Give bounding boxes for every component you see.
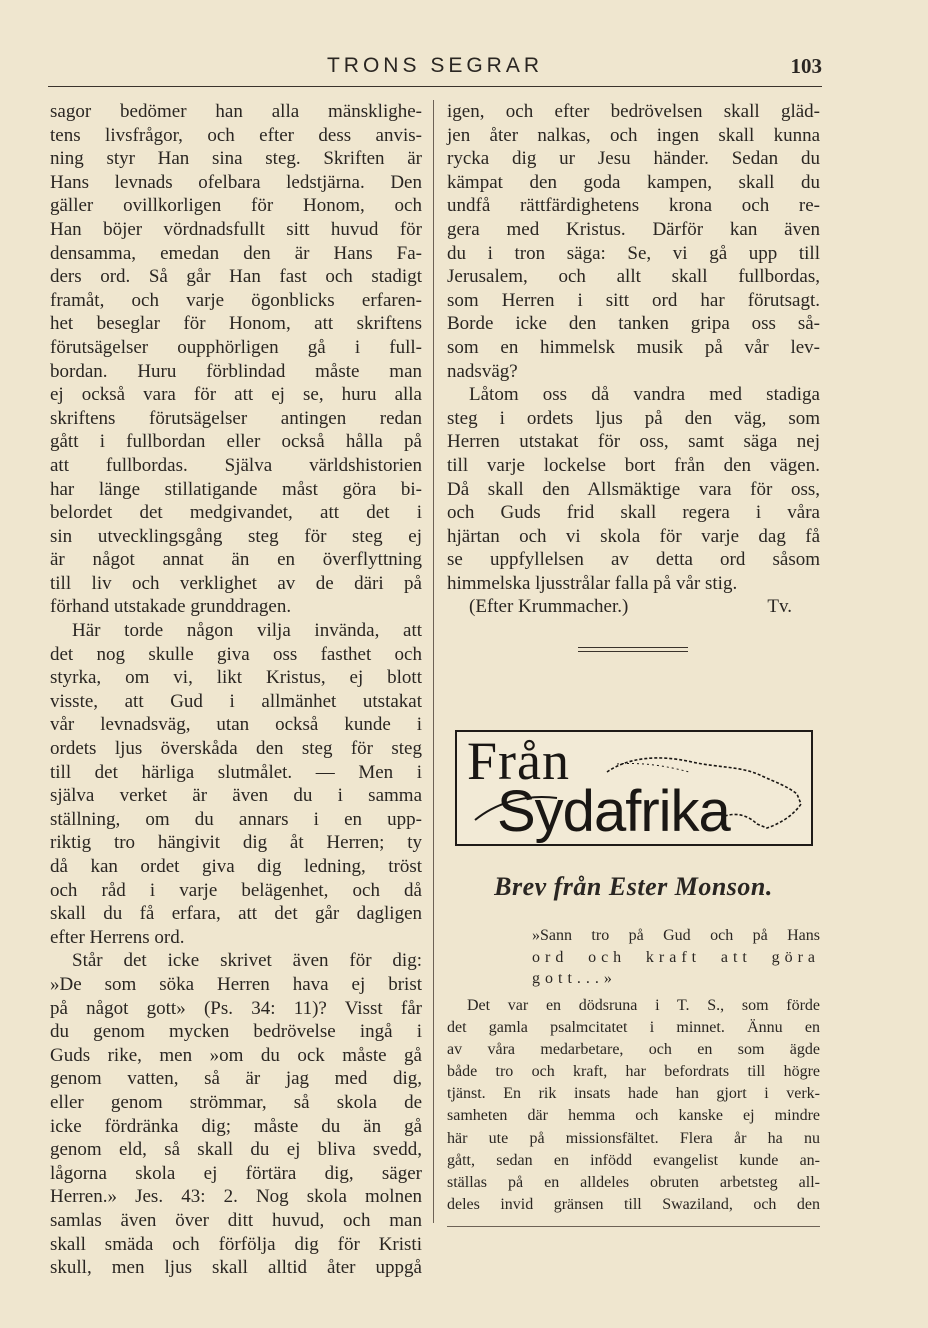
text-line: undfå rättfärdighetens krona och re- (447, 195, 820, 217)
text-line: att fullbordas. Själva världshistorien (50, 454, 422, 476)
text-line: på något gott» (Ps. 34: 11)? Visst får (50, 997, 422, 1019)
text-line: sagor bedömer han alla mänsklighe- (50, 101, 422, 122)
text-line: och Guds frid skall regera i våra (447, 502, 820, 524)
text-line: det gamla psalmcitatet i minnet. Ännu en (447, 1019, 820, 1037)
text-line: genom vatten, så är jag med dig, (50, 1068, 422, 1090)
text-line: Han böjer vördnadsfullt sitt huvud för (50, 218, 422, 240)
text-line: tjänst. En rik insats hade han gjort i verk- (447, 1085, 820, 1103)
page-header (48, 54, 822, 84)
text-line: nadsväg? (447, 360, 518, 382)
text-line: skull, men ljus skall alltid åter uppgå (50, 1257, 422, 1279)
text-line: till det härliga slutmålet. — Men i (50, 761, 422, 783)
text-line: skall smäda och förfölja dig för Kristi (50, 1233, 422, 1255)
masthead-line-2: Sydafrika (497, 779, 730, 844)
text-line: deles invid gränsen till Swaziland, och den (447, 1195, 820, 1213)
text-line: då kan ordet giva dig ledning, tröst (50, 856, 422, 877)
text-line: Då skall den Allsmäktige vara för oss, (447, 478, 820, 500)
text-line: som en himmelsk musik på vår lev- (447, 336, 820, 358)
text-line: densamma, emedan den är Hans Fa- (50, 242, 422, 264)
text-line: genom eld, så skall du ej bliva svedd, (50, 1139, 422, 1161)
text-line: av våra medarbetare, och en som ägde (447, 1041, 820, 1059)
text-line: gäller ovillkorligen för Honom, och (50, 195, 422, 217)
text-line: här ute på missionsfältet. Flera år ha nu (447, 1129, 820, 1147)
text-line: riktig tro hängivit dig åt Herren; ty (50, 832, 422, 854)
text-line: ej också vara för att ej se, huru alla (50, 384, 422, 406)
section-divider (578, 647, 688, 652)
signature-line (447, 595, 820, 619)
text-line: vår levnadsväg, utan också kunde i (50, 714, 422, 736)
text-line: eller genom strömmar, så skola de (50, 1091, 422, 1113)
text-line: Hans levnads ofelbara ledstjärna. Den (50, 171, 422, 193)
text-line: ning styr Han sina steg. Skriften är (50, 148, 422, 170)
text-line: hjärtan och vi skola för varje dag få (447, 525, 820, 547)
page-number: 103 (790, 54, 822, 78)
bottom-rule (447, 1226, 820, 1227)
text-line: skriftens förutsägelser antingen redan (50, 407, 422, 429)
text-line: ställas på en alldeles obruten arbetsteg all- (447, 1173, 820, 1191)
epigraph-line: ord och kraft att göra (532, 948, 820, 966)
text-line: bordan. Huru förblindad måste man (50, 360, 422, 382)
text-line: har länge stillatigande måst göra bi- (50, 478, 422, 500)
signature-initials: Tv. (767, 596, 792, 618)
text-line: du i tron säga: Se, vi gå upp till (447, 242, 820, 264)
text-line: het beseglar för Honom, att skriftens (50, 313, 422, 335)
header-rule (48, 86, 822, 87)
running-title: TRONS SEGRAR (326, 54, 544, 77)
text-line: Borde icke den tanken gripa oss så- (447, 313, 820, 335)
text-line: visste, att Gud i allmänhet utstakat (50, 690, 422, 712)
text-line: ställning, om du annars i en upp- (50, 808, 422, 830)
text-line: och råd i varje belägenhet, och då (50, 879, 422, 901)
text-line: ders ord. Så går Han fast och stadigt (50, 266, 422, 288)
text-line: lågorna skola ej förtära dig, säger (50, 1162, 422, 1184)
text-line: igen, och efter bedrövelsen skall gläd- (447, 101, 820, 122)
text-line: Står det icke skrivet även för dig: (72, 950, 422, 972)
text-line: »De som söka Herren hava ej brist (50, 973, 422, 995)
text-line: förutsägelser oupphörligen gå i full- (50, 336, 422, 358)
column-rule (433, 100, 434, 1223)
text-line: som Herren i sitt ord har förutsagt. (447, 289, 820, 311)
text-line: tens livsfrågor, och efter dess anvis- (50, 124, 422, 146)
text-line: det nog skulle giva oss fasthet och (50, 643, 422, 665)
text-line: du genom mycken bedrövelse ingå i (50, 1021, 422, 1043)
text-line: samlas även över ditt huvud, och man (50, 1209, 422, 1231)
text-line: både tro och kraft, har befordrats till högre (447, 1063, 820, 1081)
article-epigraph (532, 925, 820, 990)
text-line: skall du få erfara, att det går dagligen (50, 903, 422, 925)
text-line: Det var en dödsruna i T. S., som förde (467, 997, 820, 1014)
text-line: Guds rike, men »om du ock måste gå (50, 1044, 422, 1066)
text-line: Jerusalem, och allt skall fullbordas, (447, 266, 820, 288)
text-line: till varje lockelse bort från den vägen. (447, 454, 820, 476)
right-column (447, 100, 820, 619)
text-line: icke fördränka dig; måste du än gå (50, 1115, 422, 1137)
text-line: förhand utstakade grunddragen. (50, 596, 292, 618)
text-line: se uppfyllelsen av detta ord såsom (447, 549, 820, 571)
text-line: Herren.» Jes. 43: 2. Nog skola molnen (50, 1186, 422, 1208)
text-line: gått i fullbordan eller också hålla på (50, 431, 422, 453)
text-line: belordet det medgivandet, att det i (50, 502, 422, 524)
epigraph-line: gott...» (532, 970, 617, 987)
left-column (50, 100, 422, 1280)
text-line: efter Herrens ord. (50, 926, 185, 948)
text-line: jen åter nalkas, och ingen skall kunna (447, 124, 820, 146)
text-line: samheten där hemma och kanske ej mindre (447, 1107, 820, 1125)
article-body (447, 995, 820, 1216)
text-line: Här torde någon vilja invända, att (72, 620, 422, 642)
text-line: Herren utstakat för oss, samt säga nej (447, 431, 820, 453)
section-masthead (455, 730, 813, 846)
text-line: Låtom oss då vandra med stadiga (469, 384, 820, 406)
text-line: framåt, och varje ögonblicks erfaren- (50, 289, 422, 311)
masthead-line-1: Från (467, 731, 570, 791)
text-line: himmelska ljusstrålar falla på vår stig. (447, 572, 738, 594)
article-title: Brev från Ester Monson. (494, 872, 773, 901)
text-line: rycka dig ur Jesu händer. Sedan du (447, 148, 820, 170)
text-line: kämpat den goda kampen, skall du (447, 171, 820, 193)
text-line: själva verket är även du i samma (50, 785, 422, 807)
text-line: gera med Kristus. Därför kan även (447, 218, 820, 240)
epigraph-line: »Sann tro på Gud och på Hans (532, 927, 820, 944)
signature-source: (Efter Krummacher.) (469, 596, 629, 618)
text-line: ordets ljus överskåda den steg för steg (50, 738, 422, 760)
text-line: är något annat än en överflyttning (50, 549, 422, 571)
text-line: styrka, om vi, likt Kristus, ej blott (50, 667, 422, 689)
text-line: sin utvecklingsgång steg för steg ej (50, 525, 422, 547)
text-line: steg i ordets ljus på den väg, som (447, 407, 820, 429)
text-line: gått, sedan en infödd evangelist kunde an- (447, 1151, 820, 1169)
text-line: till liv och verklighet av de däri på (50, 572, 422, 594)
